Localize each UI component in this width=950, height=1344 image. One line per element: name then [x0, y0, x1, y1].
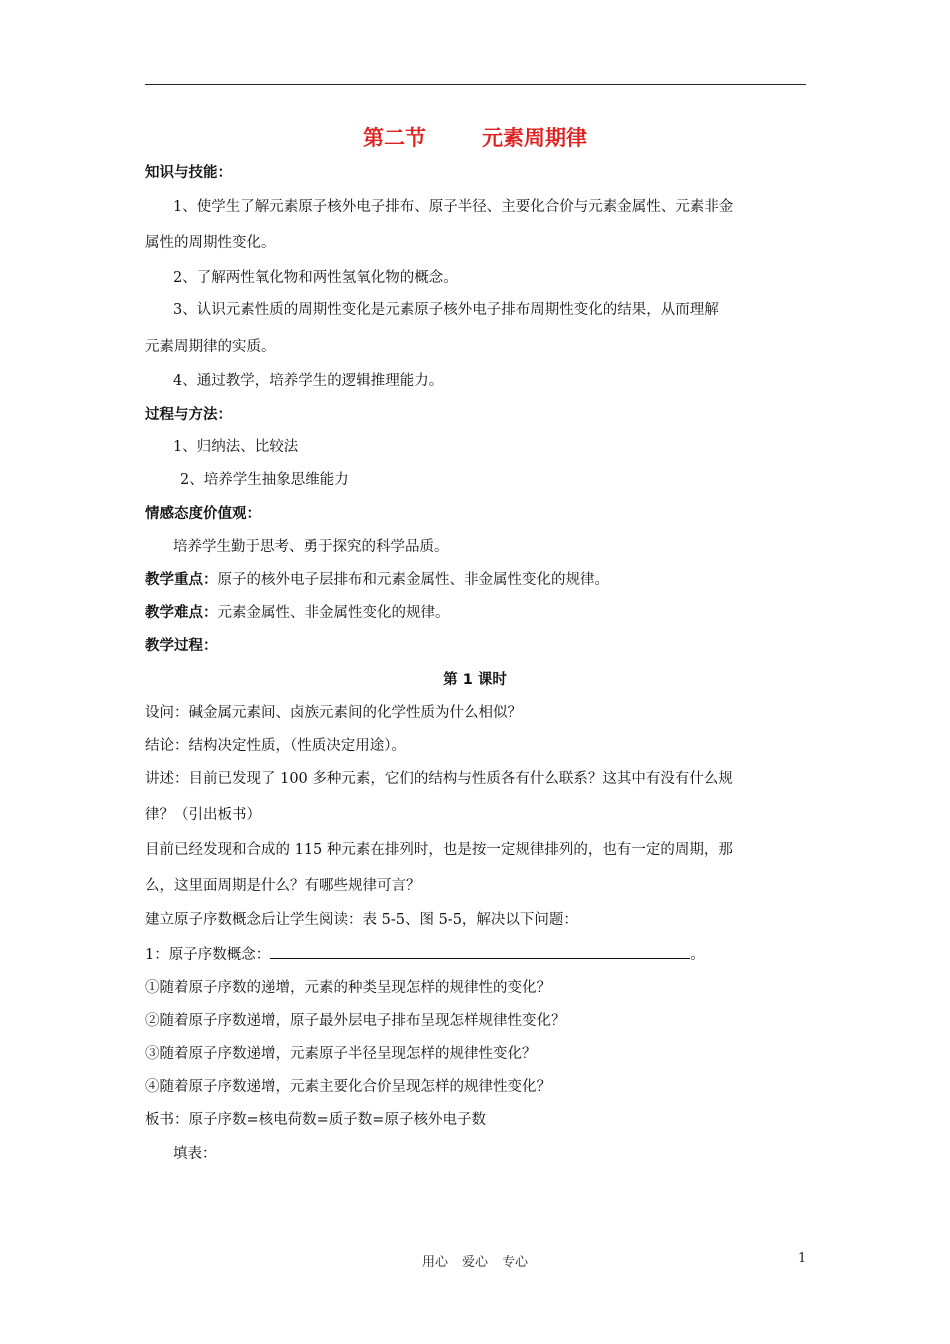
header-rule: [145, 84, 806, 85]
process-item-1: 1、归纳法、比较法: [173, 439, 299, 455]
fill-item-1-label: 1：原子序数概念：: [145, 947, 271, 963]
emotion-item: 培养学生勤于思考、勇于探究的科学品质。: [173, 539, 449, 555]
footer-word-2: 爱心: [461, 1255, 488, 1270]
knowledge-item-3: 3、认识元素性质的周期性变化是元素原子核外电子排布周期性变化的结果，从而理解: [173, 302, 719, 318]
lesson-heading: 第 1 课时: [443, 672, 507, 688]
question-a3: ③随着原子序数递增，元素原子半径呈现怎样的规律性变化？: [145, 1046, 537, 1062]
teaching-difficulty: [145, 603, 450, 623]
emotion-heading: 情感态度价值观：: [145, 506, 261, 522]
lecture-1: 讲述：目前已发现了 100 多种元素，它们的结构与性质各有什么联系？这其中有没有什么规: [145, 771, 733, 787]
process-heading: 过程与方法：: [145, 407, 232, 423]
title-section: 第二节: [363, 126, 426, 150]
knowledge-heading: 知识与技能：: [145, 165, 232, 181]
difficulty-text: 元素金属性、非金属性变化的规律。: [217, 605, 450, 621]
teaching-focus: [145, 570, 609, 590]
lecture-2: 目前已经发现和合成的 115 种元素在排列时，也是按一定规律排列的，也有一定的周期，那: [145, 842, 733, 858]
conclusion-1: 结论：结构决定性质，（性质决定用途）。: [145, 738, 406, 754]
fill-item-1: [145, 944, 705, 965]
title-topic: 元素周期律: [482, 126, 587, 150]
question-a2: ②随着原子序数递增，原子最外层电子排布呈现怎样规律性变化？: [145, 1013, 566, 1029]
question-a4: ④随着原子序数递增，元素主要化合价呈现怎样的规律性变化？: [145, 1079, 551, 1095]
page-footer: [0, 1251, 950, 1270]
knowledge-item-1: 1、使学生了解元素原子核外电子排布、原子半径、主要化合价与元素金属性、元素非金: [173, 199, 734, 215]
knowledge-item-4: 4、通过教学，培养学生的逻辑推理能力。: [173, 373, 444, 389]
knowledge-item-3-cont: 元素周期律的实质。: [145, 339, 276, 355]
focus-label: 教学重点：: [145, 572, 218, 588]
procedure-heading: 教学过程：: [145, 638, 218, 654]
difficulty-label: 教学难点：: [145, 605, 218, 621]
question-1: 设问：碱金属元素间、卤族元素间的化学性质为什么相似？: [145, 705, 522, 721]
page-number: 1: [798, 1251, 807, 1266]
footer-word-3: 专心: [502, 1255, 529, 1270]
question-a1: ①随着原子序数的递增，元素的种类呈现怎样的规律性的变化？: [145, 980, 551, 996]
answer-blank[interactable]: [270, 944, 690, 959]
footer-word-1: 用心: [421, 1255, 448, 1270]
knowledge-item-1-cont: 属性的周期性变化。: [145, 235, 276, 251]
page-title: [0, 122, 950, 152]
board-note: 板书：原子序数=核电荷数=质子数=原子核外电子数: [145, 1112, 486, 1128]
process-item-2: 2、培养学生抽象思维能力: [180, 472, 349, 488]
fill-item-1-end: 。: [690, 947, 705, 963]
lecture-1-cont: 律？（引出板书）: [145, 807, 261, 823]
focus-text: 原子的核外电子层排布和元素金属性、非金属性变化的规律。: [217, 572, 609, 588]
lecture-2-cont: 么，这里面周期是什么？有哪些规律可言？: [145, 878, 421, 894]
knowledge-item-2: 2、了解两性氧化物和两性氢氧化物的概念。: [173, 270, 458, 286]
lecture-3: 建立原子序数概念后让学生阅读：表 5-5、图 5-5，解决以下问题：: [145, 912, 578, 928]
fill-table-label: 填表：: [173, 1146, 217, 1162]
